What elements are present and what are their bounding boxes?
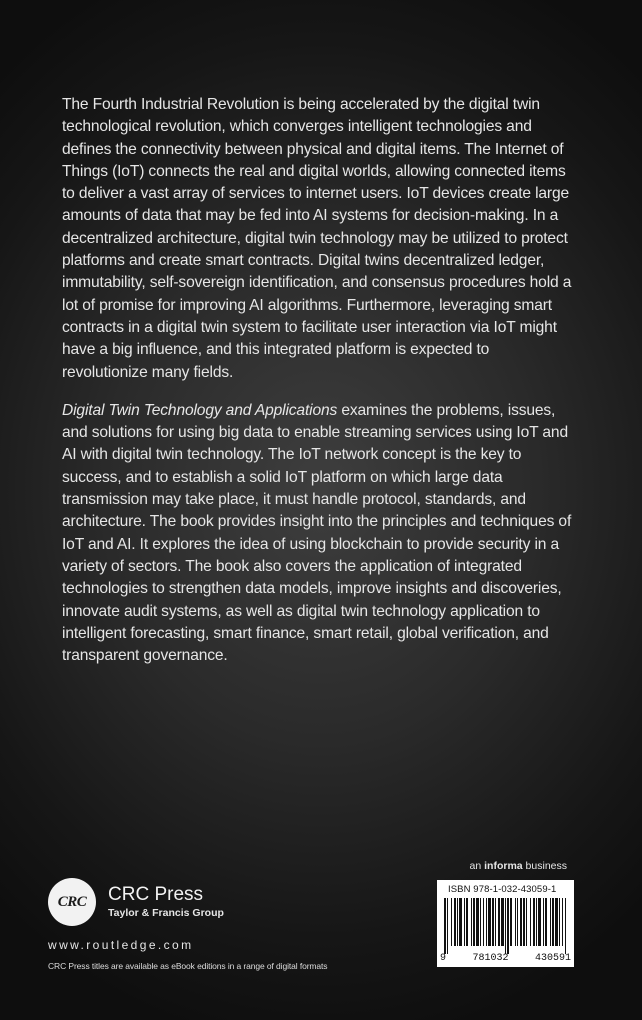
barcode-bar	[517, 898, 518, 946]
barcode-bar	[447, 898, 448, 954]
barcode-digit-group-1: 781032	[472, 953, 509, 964]
blurb-paragraph-2-text: examines the problems, issues, and solutions for using big data to enable streaming services using IoT and AI with digital twin technology. The IoT network concept is the key to success, and to establish a solid IoT platform on which large data transmission may take place, it must handle protocol, standards, and architecture. The book provides insight into the principles and techniques of IoT and AI. It explores the idea of using blockchain to provide security in a variety of sectors. The book also covers the application of integrated technologies to strengthen data models, improve insights and discoveries, innovate audit systems, as well as digital twin technology application to intelligent forecasting, smart finance, smart retail, global verification, and transparent governance.	[62, 401, 572, 665]
barcode-bar	[444, 898, 446, 954]
publisher-block	[48, 878, 378, 971]
barcode-bar	[543, 898, 544, 946]
blurb-paragraph-2	[62, 400, 576, 668]
barcode-bar	[483, 898, 484, 946]
barcode-bar	[495, 898, 496, 946]
barcode-bar	[451, 898, 452, 946]
barcode-bar	[507, 898, 509, 954]
informa-brand: informa	[484, 860, 523, 872]
barcode-bar	[498, 898, 500, 946]
blurb-paragraph-1: The Fourth Industrial Revolution is being accelerated by the digital twin technological revolution, which converges intelligent technologies and defines the connectivity between physical and digital items. The Internet of Things (IoT) connects the real and digital worlds, allowing connected items to deliver a vast array of services to internet users. IoT devices create large amounts of data that may be fed into AI systems for decision-making. In a decentralized architecture, digital twin technology may be utilized to protect platforms and create smart contracts. Digital twins decentralized ledger, immutability, self-sovereign identification, and consensus procedures hold a lot of promise for improving AI algorithms. Furthermore, leveraging smart contracts in a digital twin system to facilitate user interaction via IoT might have a big influence, and this integrated platform is expected to revolutionize many fields.	[62, 96, 572, 381]
barcode-bar	[486, 898, 487, 946]
barcode-bar	[476, 898, 479, 946]
barcode-bar	[457, 898, 458, 946]
barcode-bar	[480, 898, 481, 946]
barcode-bar	[559, 898, 560, 946]
barcode-bar	[565, 898, 566, 954]
barcode-bar	[550, 898, 551, 946]
barcode-bar	[515, 898, 516, 946]
barcode-bar	[510, 898, 512, 946]
barcode-bars-icon	[440, 898, 571, 954]
barcode-bar	[536, 898, 537, 946]
barcode-bar	[523, 898, 525, 946]
ebook-note: CRC Press titles are available as eBook editions in a range of digital formats	[48, 961, 328, 971]
barcode-bar	[488, 898, 491, 946]
barcode-bar	[464, 898, 465, 946]
back-cover-blurb	[62, 94, 576, 683]
informa-tagline	[430, 860, 580, 872]
publisher-website: www.routledge.com	[48, 938, 194, 952]
barcode-bar	[538, 898, 541, 946]
crc-logo-icon: CRC	[48, 878, 96, 926]
barcode-bar	[459, 898, 462, 946]
barcode-bar	[545, 898, 547, 946]
barcode-bar	[555, 898, 558, 946]
barcode-bar	[501, 898, 504, 946]
barcode-bar	[454, 898, 456, 946]
barcode-bar	[466, 898, 468, 946]
isbn-barcode	[437, 880, 574, 967]
barcode-bar	[492, 898, 494, 946]
barcode-bar	[520, 898, 522, 946]
informa-suffix: business	[522, 860, 567, 872]
barcode-bar	[473, 898, 475, 946]
barcode-block	[430, 860, 580, 967]
barcode-digit-group-2: 430591	[534, 953, 571, 964]
isbn-text: ISBN 978-1-032-43059-1	[448, 884, 557, 895]
publisher-name: CRC Press	[108, 884, 204, 906]
book-title: Digital Twin Technology and Applications	[62, 401, 338, 419]
barcode-bar	[533, 898, 535, 946]
barcode-bar	[471, 898, 472, 946]
barcode-digits	[440, 953, 571, 964]
barcode-bar	[505, 898, 506, 954]
barcode-digit-prefix: 9	[440, 953, 447, 964]
barcode-bar	[562, 898, 563, 946]
barcode-bar	[552, 898, 554, 946]
barcode-bar	[530, 898, 531, 946]
informa-prefix: an	[469, 860, 485, 872]
publisher-group: Taylor & Francis Group	[108, 907, 224, 920]
barcode-bar	[526, 898, 527, 946]
